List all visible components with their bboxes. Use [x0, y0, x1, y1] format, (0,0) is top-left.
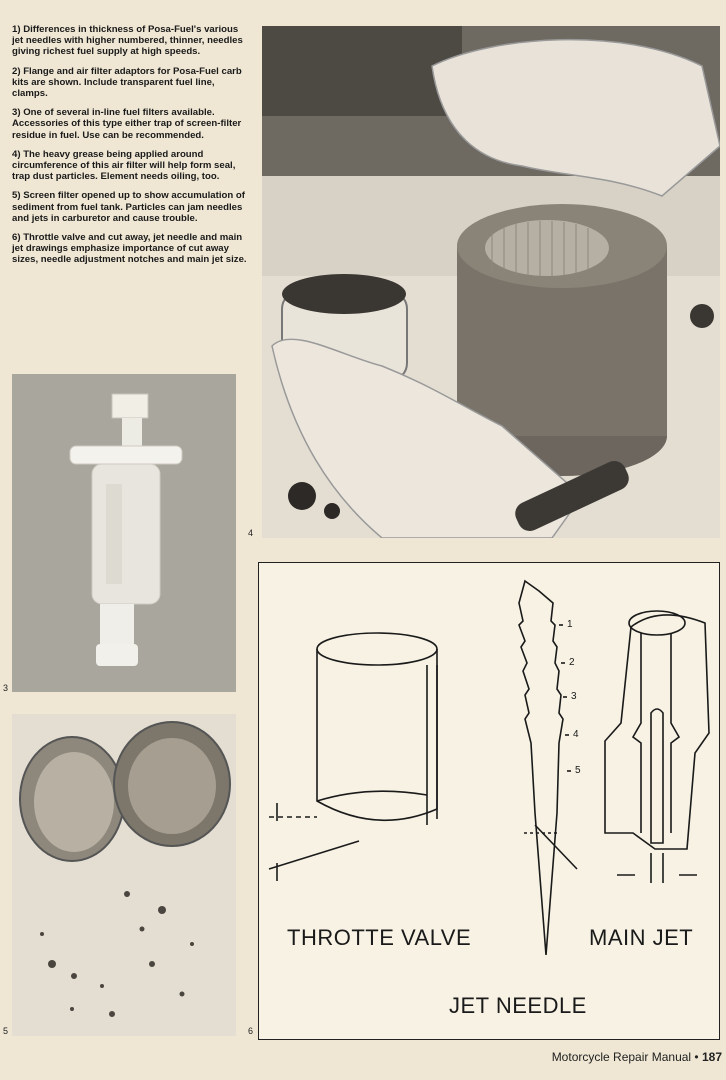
page-number: 187: [701, 1050, 722, 1064]
figure-number-3: 3: [3, 683, 9, 693]
jet-needle-label: JET NEEDLE: [449, 993, 587, 1018]
carburetor-parts-diagram: [258, 562, 720, 1040]
main-jet-label: MAIN JET: [589, 925, 694, 950]
figure-number-6: 6: [248, 1026, 254, 1036]
caption-1: 1) Differences in thickness of Posa-Fuel's various jet needles with higher numbered, thinner, needles giving richest fuel supply at high speeds.: [12, 24, 243, 58]
needle-notch-2: 2: [569, 657, 575, 668]
caption-column: [12, 24, 248, 274]
caption-4: 4) The heavy grease being applied around circumference of this air filter will help form seal, trap dust particles. Element needs oiling, too.: [12, 148, 236, 183]
caption-5: 5) Screen filter opened up to show accumulation of sediment from fuel tank. Particles can jam needles and jets in carburetor and cause trouble.: [12, 190, 245, 224]
photo-inline-fuel-filter: [12, 374, 236, 692]
page-footer: [552, 1050, 722, 1064]
photo-air-filter-greasing: [262, 26, 720, 538]
caption-6: 6) Throttle valve and cut away, jet needle and main jet drawings emphasize importance of cut away sizes, needle adjustment notches and main jet size.: [12, 232, 247, 266]
caption-2: 2) Flange and air filter adaptors for Posa-Fuel carb kits are shown. Include transparent fuel line, clamps.: [12, 65, 242, 100]
needle-notch-5: 5: [575, 765, 581, 776]
figure-number-4: 4: [248, 528, 254, 538]
publication-title: Motorcycle Repair Manual: [551, 1050, 692, 1064]
needle-notch-3: 3: [571, 691, 577, 702]
caption-3: 3) One of several in-line fuel filters available. Accessories of this type either trap of screen-filter residue in fuel. Use can be recommended.: [12, 107, 242, 141]
photo-opened-screen-filter: [12, 714, 236, 1036]
needle-notch-4: 4: [573, 729, 579, 740]
footer-separator: •: [694, 1050, 699, 1064]
figure-number-5: 5: [3, 1026, 9, 1036]
needle-notch-1: 1: [567, 619, 573, 630]
throttle-valve-label: THROTTE VALVE: [287, 925, 472, 950]
